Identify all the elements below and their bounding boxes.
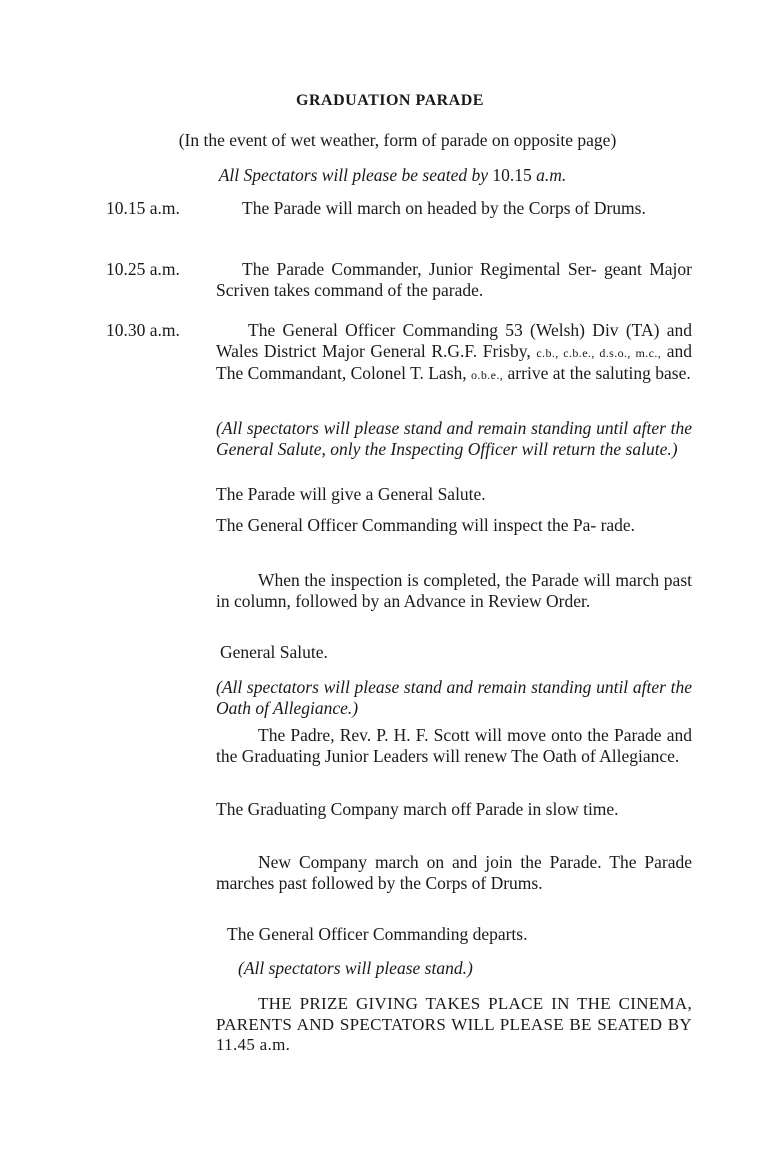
schedule-text-part: The General Officer Commanding 53 (Welsh) Div (TA) and Wales District Major General R.G.F. Frisby,	[216, 320, 692, 361]
paragraph: General Salute.	[220, 642, 328, 662]
schedule-time: 10.25 a.m.	[106, 259, 180, 279]
seating-note-suffix: a.m.	[536, 165, 567, 185]
schedule-time: 10.15 a.m.	[106, 198, 180, 218]
schedule-text-part: arrive at the saluting base.	[507, 363, 691, 383]
schedule-text: The Parade Commander, Junior Regimental Ser- geant Major Scriven takes command of the parade.	[216, 259, 692, 300]
instruction-note: (All spectators will please stand and remain standing until after the General Salute, only the Inspecting Officer will return the salute.)	[216, 418, 692, 459]
paragraph: When the inspection is completed, the Parade will march past in column, followed by an Advance in Review Order.	[216, 570, 692, 611]
page-title: GRADUATION PARADE	[296, 92, 484, 109]
seating-note	[0, 165, 780, 186]
paragraph: The Parade will give a General Salute.	[216, 484, 486, 504]
honours: o.b.e.,	[471, 368, 504, 382]
instruction-note: (All spectators will please stand and remain standing until after the Oath of Allegiance.)	[216, 677, 692, 718]
paragraph: The Graduating Company march off Parade in slow time.	[216, 799, 619, 819]
paragraph: The Padre, Rev. P. H. F. Scott will move onto the Parade and the Graduating Junior Leaders will renew The Oath of Allegiance.	[216, 725, 692, 766]
honours: c.b., c.b.e., d.s.o., m.c.,	[536, 345, 662, 360]
paragraph: The General Officer Commanding departs.	[227, 924, 528, 944]
closing-notice: THE PRIZE GIVING TAKES PLACE IN THE CINEMA, PARENTS AND SPECTATORS WILL PLEASE BE SEATED BY 11.45 a.m.	[216, 994, 692, 1054]
schedule-text-part: and The Commandant, Colonel T. Lash,	[216, 340, 693, 383]
schedule-text: The Parade will march on headed by the Corps of Drums.	[242, 198, 646, 218]
seating-note-text: All Spectators will please be seated by	[218, 165, 488, 185]
schedule-time: 10.30 a.m.	[106, 320, 180, 340]
wet-weather-note: (In the event of wet weather, form of parade on opposite page)	[178, 130, 617, 150]
paragraph: The General Officer Commanding will inspect the Pa- rade.	[216, 515, 636, 535]
paragraph: New Company march on and join the Parade. The Parade marches past followed by the Corps of Drums.	[216, 852, 692, 893]
instruction-note: (All spectators will please stand.)	[238, 958, 473, 978]
seating-note-time: 10.15	[492, 165, 532, 185]
schedule-text	[216, 320, 692, 386]
